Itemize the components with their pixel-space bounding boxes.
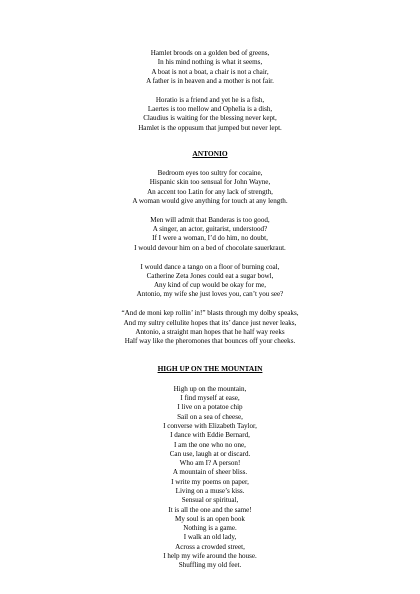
- poem-line: High up on the mountain,: [173, 384, 247, 393]
- poem-line: My soul is an open book: [175, 514, 245, 523]
- poem-line: “And de moni kep rollin’ in!” blasts through my dolby speaks,: [121, 309, 299, 318]
- poem-line: Men will admit that Banderas is too good,: [150, 215, 270, 224]
- poem-line: Shuffling my old feet.: [178, 561, 242, 570]
- poem-line: Antonio, a straight man hopes that he half way reeks: [135, 327, 285, 336]
- poem-line: Hamlet broods on a golden bed of greens,: [150, 49, 270, 57]
- antonio-stanza-4: [0, 309, 420, 346]
- antonio-stanza-2: [0, 216, 420, 253]
- poem-line: Horatio is a friend and yet he is a fish,: [155, 95, 265, 104]
- poem-line: Nothing is a game.: [183, 524, 237, 533]
- poem-line: An accent too Latin for any lack of strength,: [147, 187, 273, 196]
- antonio-stanza-3: [0, 263, 420, 300]
- mountain-poem: [0, 385, 420, 571]
- poem-line: A boat is not a boat, a chair is not a chair,: [151, 67, 269, 76]
- poem-line: Laertes is too mellow and Ophelia is a dish,: [147, 104, 273, 113]
- poem-line: A singer, an actor, guitarist, understood?: [152, 225, 268, 234]
- mountain-title: HIGH UP ON THE MOUNTAIN: [157, 364, 263, 374]
- poem-line: Sail on a sea of cheese,: [177, 412, 243, 421]
- poem-line: I dance with Eddie Bernard,: [170, 431, 250, 440]
- poem-line: I find myself at ease,: [180, 394, 240, 403]
- hamlet-stanza-2: [0, 96, 420, 133]
- poem-line: Hispanic skin too sensual for John Wayne,: [149, 178, 271, 187]
- poem-line: Sensual or spiritual,: [181, 496, 239, 505]
- poem-line: A father is in heaven and a mother is not fair.: [146, 76, 274, 85]
- poem-line: Can use, laugh at or discard.: [169, 449, 251, 458]
- poem-line: A woman would give anything for touch at any length.: [132, 197, 288, 206]
- poem-line: Claudius is waiting for the blessing never kept,: [143, 114, 277, 123]
- poem-line: I write my poems on paper,: [171, 477, 249, 486]
- poem-line: I would devour him on a bed of chocolate sauerkraut.: [134, 243, 286, 252]
- poem-line: Across a crowded street,: [175, 542, 245, 551]
- poem-line: And my sultry cellulite hopes that its’ dance just never leaks,: [123, 318, 297, 327]
- poem-line: Half way like the pheromones that bounces off your cheeks.: [124, 337, 296, 346]
- poem-line: I would dance a tango on a floor of burning coal,: [140, 262, 280, 271]
- poem-line: It is all the one and the same!: [168, 505, 252, 514]
- poem-line: If I were a woman, I’d do him, no doubt,: [152, 234, 268, 243]
- poem-line: Hamlet is the oppusum that jumped but never lept.: [138, 123, 282, 132]
- poem-line: Antonio, my wife she just loves you, can’t you see?: [136, 290, 284, 299]
- poem-line: I help my wife around the house.: [163, 552, 257, 561]
- poem-line: In his mind nothing is what it seems,: [157, 58, 263, 67]
- poem-line: I walk an old lady,: [183, 533, 237, 542]
- poem-line: Any kind of cup would be okay for me,: [153, 281, 267, 290]
- poem-line: Who am I? A person!: [179, 459, 241, 468]
- poem-line: Catherine Zeta Jones could eat a sugar bowl,: [146, 271, 274, 280]
- antonio-title: ANTONIO: [192, 148, 228, 158]
- poem-line: I am the one who no one,: [174, 440, 246, 449]
- hamlet-stanza-1: [0, 49, 420, 86]
- poem-line: I live on a potatoe chip: [177, 403, 243, 412]
- poem-line: I converse with Elizabeth Taylor,: [163, 421, 257, 430]
- antonio-stanza-1: [0, 169, 420, 206]
- poem-line: Living on a muse’s kiss.: [175, 486, 245, 495]
- poem-line: A mountain of sheer bliss.: [172, 468, 248, 477]
- poem-line: Bedroom eyes too sultry for cocaine,: [157, 169, 263, 178]
